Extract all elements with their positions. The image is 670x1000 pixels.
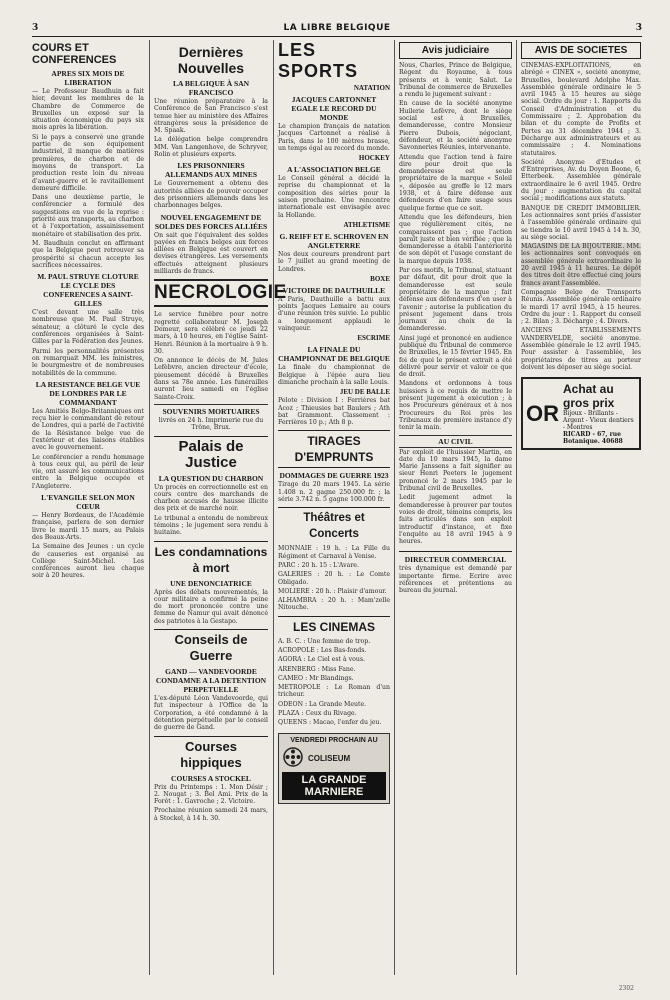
column-dernieres-nouvelles	[154, 40, 287, 980]
article-paragraph: Prochaine réunion samedi 24 mars, à Stockel, à 14 h. 30.	[154, 807, 268, 822]
classified-title: DIRECTEUR COMMERCIAL	[399, 551, 512, 564]
article-paragraph: On annonce le décès de M. Jules Lefèbvre, ancien directeur d'école, pieusement décédé à Bruxelles dans sa 78e année. Les funérailles auront lieu samedi en l'église Sainte-Croix.	[154, 357, 268, 401]
article-paragraph: Une réunion préparatoire à la Conférence de San Francisco s'est tenue hier au ministère des Affaires étrangères sous la présidence de M. Spaak.	[154, 98, 268, 135]
article-paragraph: Parmi les personnalités présentes on remarquait MM. les ministres, le bourgmestre et de nombreuses notabilités de la commune.	[32, 347, 144, 377]
legal-paragraph: Nous, Charles, Prince de Belgique, Régent du Royaume, à tous présents et à venir, Salut. Le Tribunal de commerce de Bruxelles a rendu le jugement suivant :	[399, 62, 512, 99]
ad-title: SOUVENIRS MORTUAIRES	[154, 404, 268, 416]
listing-line: A. B. C. : Une femme de trop.	[278, 637, 371, 645]
section-heading: TIRAGES D'EMPRUNTS	[278, 430, 390, 468]
article-paragraph: A Paris, Dauthuille a battu aux points Jacques Lemaire au cours d'une réunion très suivie. Le public a longuement applaudi le vainqueur.	[278, 295, 390, 333]
folio-number: 2302	[618, 985, 634, 992]
listing-line: ACROPOLE : Les Bas-fonds.	[278, 646, 367, 654]
article-paragraph: Le tribunal a entendu de nombreux témoins ; le jugement sera rendu à huitaine.	[154, 514, 268, 537]
company-notice: CINEMAS-EXPLOITATIONS, en abrégé « CINEX », société anonyme, Bruxelles, boulevard Adolphe Max. Assemblée générale ordinaire le 5 avril 1945 à 15 heures au siège social. Ordre du jour : 1. Rapports du Conseil d'Administration et du Commissaire ; 2. Approbation du bilan et du compte de Profits et Pertes au 31 décembre 1944 ; 3. Décharge aux administrateurs et au commissaire ; 4. Nominations statutaires.	[521, 62, 641, 157]
listing-line: PLAZA : Ceux du Rivage.	[278, 710, 357, 718]
column-rule	[394, 40, 395, 975]
article-paragraph: Prix du Printemps : 1. Mon Désir ; 2. Nougat ; 3. Bel Ami. Prix de la Forêt : 1. Gavroche ; 2. Victoire.	[154, 783, 268, 806]
article-title: APRES SIX MOIS DE LIBERATION	[51, 69, 125, 87]
listing-line: MONNAIE : 19 h. : La Fille du Régiment et Carnaval à Venise.	[278, 545, 390, 560]
sport-category: JEU DE BALLE	[339, 388, 390, 397]
legal-paragraph: Attendu que les défendeurs, bien que régulièrement cités, ne comparaissent pas ; que l'action paraît juste et bien vérifiée ; que la demanderesse a établi l'antériorité de son dépôt et l'usage constant de la marque depuis 1938.	[399, 213, 512, 265]
ad-or-text	[563, 382, 636, 445]
legal-paragraph: Attendu que l'action tend à faire dire pour droit que la demanderesse est seule propriétaire de la marque « Soleil », déposée au greffe le 12 mars 1938, et à faire défense aux défendeurs d'en faire usage sous quelque forme que ce soit.	[399, 153, 512, 212]
ad-or-address: RICARD - 67, rue Botanique. 40688	[563, 431, 623, 446]
article-title: L'EVANGILE SELON MON CŒUR	[41, 493, 135, 512]
legal-paragraph: Ainsi jugé et prononcé en audience publique du Tribunal de commerce de Bruxelles, le 15 février 1945. En foi de quoi le présent extrait a été délivré pour servir et valoir ce que de droit.	[399, 334, 512, 379]
article-paragraph: La délégation belge comprendra MM. Van Langenhove, de Schryver, Rolin et plusieurs experts.	[154, 136, 268, 159]
article-paragraph: Le conférencier a rendu hommage à tous ceux qui, au péril de leur vie, ont assuré les communications entre la Belgique occupée et l'Angleterre.	[32, 453, 144, 490]
article-paragraph: C'est devant une salle très nombreuse que M. Paul Struye, sénateur, a clôturé le cycle des conférences organisées à Saint-Gilles par la Fédération des Jeunes.	[32, 309, 144, 346]
masthead	[32, 22, 642, 37]
newspaper-title: LA LIBRE BELGIQUE	[283, 23, 391, 33]
ad-or-items: Bijoux - Brillants - Argent - Vieux dentiers - Montres	[563, 410, 634, 432]
section-heading: LES CINEMAS	[278, 616, 390, 635]
section-heading: LES SPORTS	[278, 40, 359, 81]
article-paragraph: — Le Professeur Baudhuin a fait hier, devant les membres de la Chambre de Commerce de Bruxelles un exposé sur la situation économique du pays six mois après la libération.	[32, 88, 144, 132]
article-paragraph: Le champion français de natation Jacques Cartonnet a réalisé à Paris, dans le 100 mètres brasse, un temps égal au record du monde.	[278, 123, 390, 152]
sport-category: NATATION	[353, 84, 390, 92]
article-title: AU CIVIL	[399, 435, 512, 448]
ad-or-headline: Achat au gros prix	[563, 382, 615, 411]
film-title: LA GRANDE MARNIERE	[282, 772, 386, 800]
company-notice: ANCIENS ETABLISSEMENTS VANDERVELDE, société anonyme. Assemblée générale le 12 avril 1945. Pour assister à l'assemblée, les propriétaires de titres au porteur doivent les déposer au siège social.	[521, 327, 641, 371]
section-heading: Courses hippiques	[154, 736, 268, 771]
article-title: LA FINALE DU CHAMPIONNAT DE BELGIQUE	[278, 345, 390, 364]
section-heading: Les condamnations à mort	[154, 541, 268, 576]
article-title: LA RESISTANCE BELGE VUE DE LONDRES PAR LE COMMANDANT	[35, 379, 141, 407]
article-title: A L'ASSOCIATION BELGE	[287, 165, 381, 175]
article-title: LES PRISONNIERS ALLEMANDS AUX MINES	[164, 161, 258, 180]
article-title: LA BELGIQUE À SAN FRANCISCO	[172, 79, 250, 97]
article-paragraph: Le service funèbre pour notre regretté collaborateur M. Joseph Demeur, sera célébré ce jeudi 22 mars, à 10 heures, en l'église Saint-Henri. Réunion à la mortuaire à 9 h. 30.	[154, 311, 268, 355]
legal-paragraph: En cause de la société anonyme Huilerie Lefèvre, dont le siège social est à Bruxelles, demanderesse, contre Monsieur Pierre Dubois, négociant, défendeur, et la société anonyme Savonneries Réunies, intervenante.	[399, 100, 512, 152]
listing-line: METROPOLE : Le Roman d'un tricheur.	[278, 684, 390, 699]
article-title: M. PAUL STRUYE CLOTURE LE CYCLE DES CONFERENCES A SAINT-GILLES	[37, 272, 139, 309]
company-notice: BANQUE DE CREDIT IMMOBILIER. Les actionnaires sont priés d'assister à l'assemblée générale ordinaire qui se tiendra le 10 avril 1945 à 14 h. 30, au siège social.	[521, 204, 641, 241]
column-sports	[278, 40, 390, 980]
listing-line: AGORA : Le Ciel est à vous.	[278, 656, 365, 664]
column-rule	[273, 40, 274, 975]
legal-paragraph: Ledit jugement admet la demanderesse à prouver par toutes voies de droit, témoins compris, les faits articulés dans son exploit introductif d'instance, et fixe l'enquête au 18 avril 1945 à 9 heures.	[399, 494, 512, 546]
ad-or-label: OR	[526, 400, 559, 426]
listing-line: ARENBERG : Miss Fane.	[278, 665, 356, 673]
listing-line: ODEON : La Grande Meute.	[278, 700, 367, 708]
company-notice: MAGASINS DE LA BIJOUTERIE. MM. les actionnaires sont convoqués en assemblée générale extraordinaire le 20 avril 1945 à 11 heures. Le dépôt des titres doit être effectué cinq jours francs avant l'assemblée.	[521, 243, 641, 287]
listing-line: QUEENS : Macao, l'enfer du jeu.	[278, 719, 382, 727]
sport-category: ESCRIME	[357, 334, 390, 343]
article-paragraph: Tirage du 20 mars 1945. La série 1.408 n. 2 gagne 250.000 fr. ; la série 3.742 n. 5 gagne 100.000 fr.	[278, 481, 390, 504]
ad-headline: VENDREDI PROCHAIN AU	[290, 736, 378, 744]
listing-line: PARC : 20 h. 15 : L'Avare.	[278, 561, 359, 569]
article-paragraph: Après des débats mouvementés, la cour militaire a confirmé la peine de mort prononcée contre une femme de Namur qui avait dénoncé des patriotes à la Gestapo.	[154, 588, 268, 625]
article-paragraph: Un procès en correctionnelle est en cours contre des marchands de charbon accusés de hausse illicite des prix et de marché noir.	[154, 483, 268, 513]
article-title: G. REIFF ET E. SCHROVEN EN ANGLETERRE	[279, 231, 389, 250]
article-paragraph: Le Conseil général a décidé la reprise du championnat et la composition des séries pour la saison prochaine. Une rencontre internationale est envisagée avec la Hollande.	[278, 175, 390, 219]
article-title: JACQUES CARTONNET EGALE LE RECORD DU MONDE	[291, 95, 377, 122]
article-paragraph: On sait que l'équivalent des soldes payées en francs belges aux forces alliées en Belgique est couvert en devises étrangères. Les versements effectués atteignent plusieurs milliards de francs.	[154, 231, 268, 276]
article-title: DOMMAGES DE GUERRE 1923	[279, 471, 389, 481]
company-notice: Société Anonyme d'Etudes et d'Entreprises, Av. du Doyen Boone, 6, Etterbeek. Assemblée générale extraordinaire le 6 avril 1945. Ordre du jour : augmentation du capital social ; modifications aux statuts.	[521, 158, 641, 203]
article-paragraph: La finale du championnat de Belgique à l'épée aura lieu dimanche prochain à la salle Louis.	[278, 364, 390, 386]
listing-line: GALERIES : 20 h. : Le Comte Obligado.	[278, 571, 390, 586]
section-heading: Avis judiciaire	[399, 42, 512, 59]
article-paragraph: M. Baudhuin conclut en affirmant que la Belgique peut retrouver sa prospérité si chacun accepte les sacrifices nécessaires.	[32, 239, 144, 269]
sport-category: BOXE	[370, 274, 390, 283]
article-title: LA QUESTION DU CHARBON	[158, 473, 264, 483]
classified-text: très dynamique est demandé par importante firme. Ecrire avec références et prétentions au bureau du journal.	[399, 565, 512, 595]
article-title: VICTOIRE DE DAUTHUILLE	[282, 285, 386, 295]
film-reel-icon	[282, 746, 304, 772]
ad-text: livrés en 24 h. Imprimerie rue du Trône, Brux.	[158, 416, 264, 432]
article-paragraph: Les Amitiés Belgo-Britanniques ont reçu hier le commandant de retour de Londres, qui a parlé de l'activité de la Résistance belge vue de l'extérieur et des liaisons établies avec le gouvernement.	[32, 407, 144, 452]
legal-paragraph: Mandons et ordonnons à tous huissiers à ce requis de mettre le présent jugement à exécution ; à nos Procureurs généraux et à nos Procureurs du Roi près les Tribunaux de première instance d'y tenir la main.	[399, 380, 512, 432]
legal-paragraph: Par ces motifs, le Tribunal, statuant par défaut, dit pour droit que la demanderesse est seule propriétaire de la marque ; fait défense aux défendeurs d'en user à l'avenir ; autorise la publication du présent jugement dans trois journaux au choix de la demanderesse.	[399, 267, 512, 333]
company-notice: Compagnie Belge de Transports Réunis. Assemblée générale ordinaire le mardi 17 avril 1945, à 15 heures. Ordre du jour : 1. Rapport du conseil ; 2. Bilan ; 3. Décharge ; 4. Divers.	[521, 288, 641, 326]
article-title: COURSES A STOCKEL	[171, 773, 251, 783]
cinema-advertisement	[278, 733, 390, 804]
section-heading: Théâtres et Concerts	[278, 507, 390, 542]
article-paragraph: Nos deux coureurs prendront part le 7 juillet au grand meeting de Londres.	[278, 250, 390, 273]
listing-line: ALHAMBRA : 20 h. : Mam'zelle Nitouche.	[278, 597, 390, 612]
article-paragraph: Dans une deuxième partie, le conférencier a formulé des suggestions en vue de la reprise : priorité aux transports, au charbon et à l'exportation, assainissement monétaire et stabilisation des prix.	[32, 194, 144, 238]
article-title: UNE DENONCIATRICE	[170, 578, 252, 588]
gold-purchase-advertisement	[521, 377, 641, 450]
article-paragraph: Si le pays a conservé une grande partie de son équipement industriel, il manque de matières premières, de charbon et de moyens de transport. La production reste loin du niveau d'avant-guerre et le ravitaillement demeure difficile.	[32, 133, 144, 192]
article-paragraph: Pelote : Division I : Ferrières bat Acoz ; Thieusies bat Baulers ; Ath bat Grammont. Classement : Ferrières 10 p.; Ath 8 p.	[278, 397, 390, 427]
article-title: NOUVEL ENGAGEMENT DE SOLDES DES FORCES ALLIÉES	[154, 212, 268, 231]
column-cours-conferences	[32, 40, 144, 980]
article-title: GAND — VANDEVOORDE CONDAMNE A LA DETENTION PERPETUELLE	[155, 667, 267, 695]
legal-paragraph: Par exploit de l'huissier Martin, en date du 10 mars 1945, la dame Marie Janssens a fait signifier au sieur Henri Peeters le jugement prononcé le 2 mars 1945 par le Tribunal civil de Bruxelles.	[399, 448, 512, 493]
section-heading: Conseils de Guerre	[154, 629, 268, 664]
column-avis-judiciaire	[399, 40, 512, 980]
page-number-left: 3	[32, 23, 39, 33]
section-heading: COURS ET CONFERENCES	[32, 42, 117, 66]
page-number-right: 3	[635, 23, 642, 33]
article-paragraph: Le Gouvernement a obtenu des autorités alliées de pouvoir occuper des prisonniers allemands dans les charbonnages belges.	[154, 180, 268, 210]
column-rule	[149, 40, 150, 975]
ad-body	[282, 746, 386, 772]
section-heading: Palais de Justice	[154, 436, 268, 471]
article-paragraph: La Semaine des Jeunes : un cycle de causeries est organisé au Collège Saint-Michel. Les conférences auront lieu chaque soir à 20 heures.	[32, 543, 144, 580]
cinema-name: COLISEUM	[308, 754, 351, 764]
sport-category: HOCKEY	[358, 154, 390, 163]
necrologie-heading: NECROLOGIE	[154, 279, 268, 307]
column-avis-societes	[521, 40, 641, 980]
article-paragraph: L'ex-député Léon Vandevoorde, qui fut inspecteur à l'Office de la Corporation, a été condamné à la détention perpétuelle par le conseil de guerre de Gand.	[154, 695, 268, 732]
sport-category: ATHLETISME	[343, 220, 390, 229]
article-paragraph: — Henry Bordeaux, de l'Académie française, parlera de son dernier livre le mardi 15 mars, au Palais des Beaux-Arts.	[32, 512, 144, 541]
listing-line: CAMEO : Mr Blandings.	[278, 674, 354, 682]
section-heading: AVIS DE SOCIETES	[521, 42, 641, 59]
section-heading: Dernières Nouvelles	[177, 44, 245, 76]
listing-line: MOLIERE : 20 h. : Plaisir d'amour.	[278, 587, 387, 595]
column-rule	[516, 40, 517, 975]
